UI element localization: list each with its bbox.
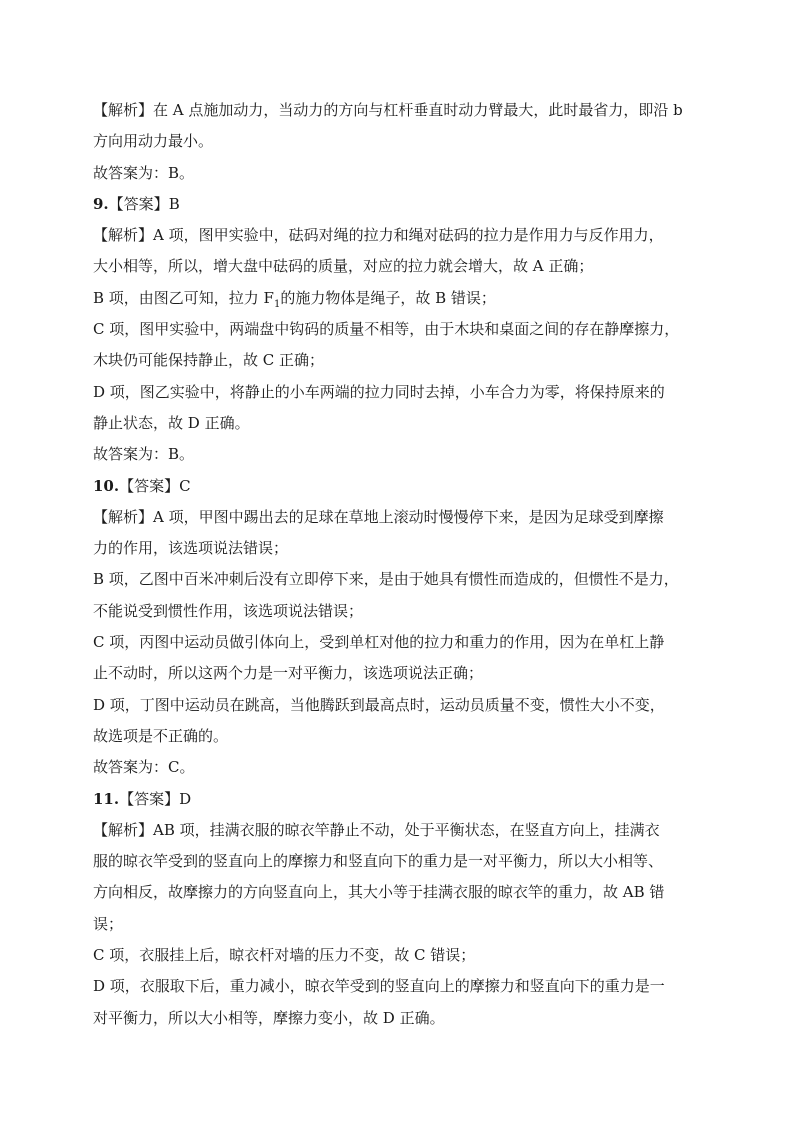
question-number: 10. [93,476,120,495]
analysis-line [93,283,713,314]
analysis-line: 不能说受到惯性作用，该选项说法错误； [93,601,364,620]
question-answer-heading [93,471,713,502]
analysis-line: 对平衡力，所以大小相等，摩擦力变小，故 D 正确。 [93,1008,445,1027]
analysis-line: 服的晾衣竿受到的竖直向上的摩擦力和竖直向下的重力是一对平衡力，所以大小相等、 [93,852,664,871]
analysis-line: 【解析】在 A 点施加动力，当动力的方向与杠杆垂直时动力臂最大，此时最省力，即沿 b [93,101,683,119]
analysis-line: 故答案为：B。 [93,163,195,182]
analysis-line: 【解析】A 项，图甲实验中，砝码对绳的拉力和绳对砝码的拉力是作用力与反作用力， [93,226,664,245]
question-answer-heading [93,189,713,220]
analysis-line: 误； [93,914,124,933]
analysis-text: B 项，由图乙可知，拉力 F [93,288,274,307]
answer-value: B [168,194,180,213]
analysis-text: 的施力物体是绳子，故 B 错误； [280,288,496,307]
analysis-line: D 项，衣服取下后，重力减小，晾衣竿受到的竖直向上的摩擦力和竖直向下的重力是一 [93,977,665,996]
analysis-line: 大小相等，所以，增大盘中砝码的质量，对应的拉力就会增大，故 A 正确； [93,257,594,276]
analysis-line: 【解析】A 项，甲图中踢出去的足球在草地上滚动时慢慢停下来，是因为足球受到摩擦 [93,507,664,526]
analysis-line: C 项，图甲实验中，两端盘中钩码的质量不相等，由于木块和桌面之间的存在静摩擦力， [93,320,680,339]
analysis-line: 力的作用，该选项说法错误； [93,539,289,558]
analysis-line: 静止状态，故 D 正确。 [93,413,250,432]
question-number: 11. [93,789,120,808]
analysis-line: D 项，图乙实验中，将静止的小车两端的拉力同时去掉，小车合力为零，将保持原来的 [93,382,665,401]
answer-value: D [179,789,192,808]
analysis-line: 故答案为：C。 [93,758,195,777]
answer-label: 【答案】 [108,194,169,213]
analysis-line: 故选项是不正确的。 [93,726,229,745]
answer-label: 【答案】 [119,789,180,808]
analysis-line: 木块仍可能保持静止，故 C 正确； [93,351,325,370]
analysis-line: 故答案为：B。 [93,445,195,464]
analysis-line: C 项，丙图中运动员做引体向上，受到单杠对他的拉力和重力的作用，因为在单杠上静 [93,633,665,652]
analysis-line: C 项，衣服挂上后，晾衣杆对墙的压力不变，故 C 错误； [93,946,476,965]
question-answer-heading [93,784,713,815]
question-number: 9. [93,194,109,213]
analysis-line: 【解析】AB 项，挂满衣服的晾衣竿静止不动，处于平衡状态，在竖直方向上，挂满衣 [93,820,660,839]
analysis-line: 方向相反，故摩擦力的方向竖直向上，其大小等于挂满衣服的晾衣竿的重力，故 AB 错 [93,883,665,902]
subscript: 1 [273,298,281,310]
analysis-line: D 项，丁图中运动员在跳高，当他腾跃到最高点时，运动员质量不变，惯性大小不变， [93,695,665,714]
answer-label: 【答案】 [119,476,180,495]
answer-value: C [179,476,191,495]
analysis-line: 方向用动力最小。 [93,132,214,151]
analysis-line: B 项，乙图中百米冲刺后没有立即停下来，是由于她具有惯性而造成的，但惯性不是力， [93,570,679,589]
analysis-line: 止不动时，所以这两个力是一对平衡力，该选项说法正确； [93,664,484,683]
answer-analysis-section [93,95,713,1034]
